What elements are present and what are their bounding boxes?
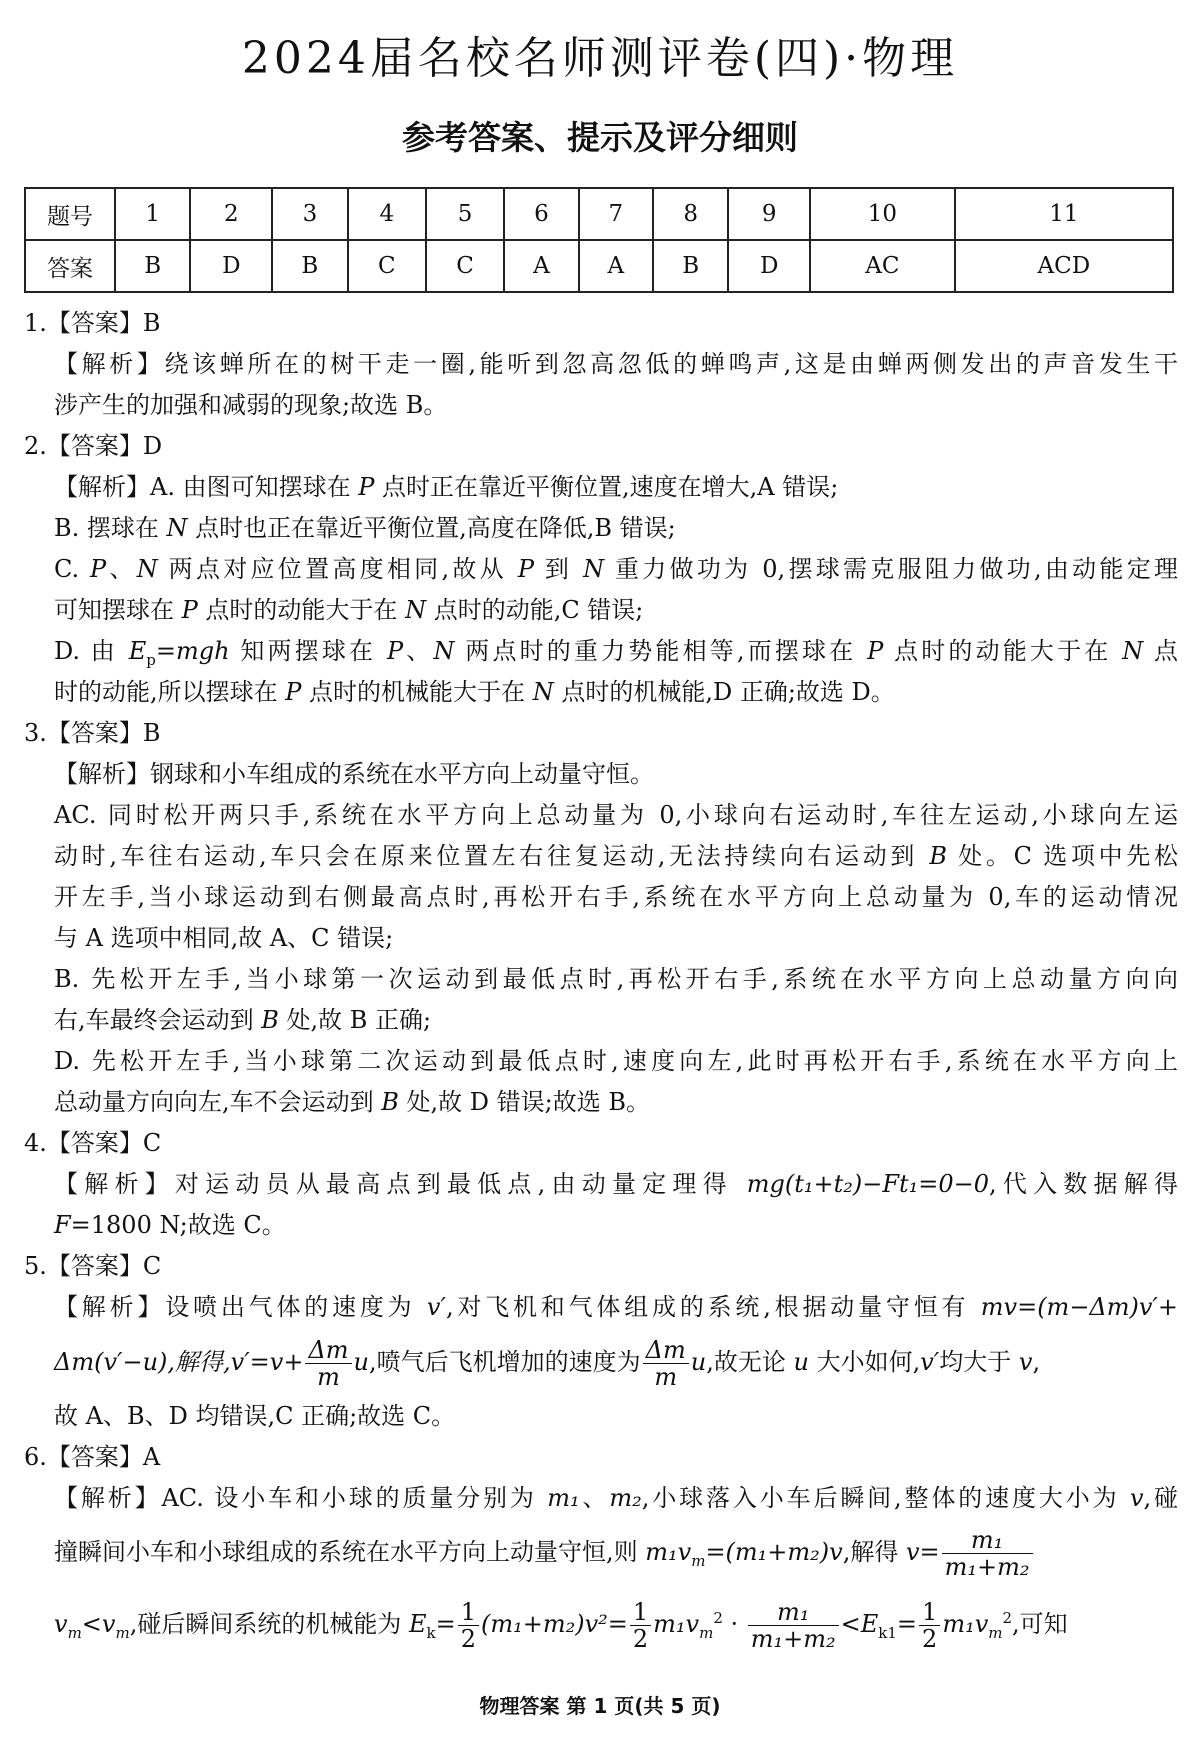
answer-table [24,187,1174,293]
fraction: $\frac{\Delta m}{m}$ [305,1337,351,1390]
answer-cell: D [728,240,810,292]
page-title: 2024届名校名师测评卷(四)·物理 [241,33,959,84]
q5-explanation-line: 故 A、B、D 均错误,C 正确;故选 C。 [54,1402,456,1430]
q6-explanation-line: $v_m<v_m$,碰后瞬间系统的机械能为 $E_k=$ $\frac{1}{2}$ (m₁+m₂)v²= $\frac{1}{2}$ $m_1v_m^2$ · $\frac{\text{m₁}}{\text{m₁+m₂}}$ $<E_{k1}=$ $\frac{1}{2}$ $m_1v_m^2$,可知 [54,1598,1068,1651]
question-number: 8 [653,188,728,240]
question-number: 1 [115,188,190,240]
question-number: 6 [504,188,578,240]
q2-explanation-line: B. 摆球在 N 点时也正在靠近平衡位置,高度在降低,B 错误; [54,514,676,542]
q6-answer-heading: 6.【答案】A [24,1443,161,1471]
q3-explanation-line: AC. 同时松开两只手,系统在水平方向上总动量为 0,小球向右运动时,车往左运动,小球向左运 [54,801,1178,829]
number-row-label: 题号 [25,188,115,240]
fraction: $\frac{\text{m₁}}{\text{m₁+m₂}}$ [748,1599,839,1651]
question-number: 7 [579,188,653,240]
question-number: 4 [348,188,426,240]
fraction: $\frac{1}{2}$ [630,1599,651,1651]
q1-explanation-line: 【解析】绕该蝉所在的树干走一圈,能听到忽高忽低的蝉鸣声,这是由蝉两侧发出的声音发生干 [54,350,1178,378]
fraction: $\frac{\Delta m}{m}$ [643,1337,689,1390]
answer-cell: C [426,240,504,292]
q3-explanation-line: 动时,车往右运动,车只会在原来位置左右往复运动,无法持续向右运动到 B 处。C 选项中先松 [54,842,1178,870]
answer-cell: ACD [955,240,1173,292]
q5-answer-heading: 5.【答案】C [24,1252,162,1280]
fraction: $\frac{1}{2}$ [458,1599,479,1651]
answer-cell: A [579,240,653,292]
q1-answer-heading: 1.【答案】B [24,309,161,337]
q3-explanation-line: B. 先松开左手,当小球第一次运动到最低点时,再松开右手,系统在水平方向上总动量方向向 [54,965,1178,993]
q2-explanation-line: 可知摆球在 P 点时的动能大于在 N 点时的动能,C 错误; [54,596,644,624]
answer-cell: D [190,240,272,292]
answer-row-label: 答案 [25,240,115,292]
answer-cell: A [504,240,578,292]
answer-cell: B [653,240,728,292]
q5-explanation-line: 【解析】设喷出气体的速度为 v′,对飞机和气体组成的系统,根据动量守恒有 mv=(m−Δm)v′+ [54,1293,1178,1321]
q3-explanation-line: 与 A 选项中相同,故 A、C 错误; [54,924,394,952]
question-number: 3 [272,188,347,240]
answer-cell: AC [810,240,955,292]
page-footer: 物理答案 第 1 页(共 5 页) [479,1694,721,1718]
q3-explanation-line: 开左手,当小球运动到右侧最高点时,再松开右手,系统在水平方向上总动量为 0,车的运动情况 [54,883,1178,911]
q4-answer-heading: 4.【答案】C [24,1129,162,1157]
answer-cell: B [115,240,190,292]
fraction: $\frac{\text{m₁}}{\text{m₁+m₂}}$ [942,1527,1033,1580]
answer-cell: B [272,240,347,292]
q4-explanation-line: F=1800 N;故选 C。 [54,1211,286,1239]
answer-table-number-row [25,188,1173,240]
question-number: 11 [955,188,1173,240]
q4-explanation-line: 【解析】对运动员从最高点到最低点,由动量定理得 mg(t₁+t₂)−Ft₁=0−0,代入数据解得 [54,1170,1178,1198]
q3-explanation-line: 右,车最终会运动到 B 处,故 B 正确; [54,1006,432,1034]
q2-explanation-line: 【解析】A. 由图可知摆球在 P 点时正在靠近平衡位置,速度在增大,A 错误; [54,473,839,501]
q3-answer-heading: 3.【答案】B [24,719,161,747]
q2-explanation-line: 时的动能,所以摆球在 P 点时的机械能大于在 N 点时的机械能,D 正确;故选 D。 [54,678,895,706]
fraction: $\frac{1}{2}$ [919,1599,940,1651]
answer-cell: C [348,240,426,292]
question-number: 2 [190,188,272,240]
q2-answer-heading: 2.【答案】D [24,432,163,460]
q3-explanation-line: D. 先松开左手,当小球第二次运动到最低点时,速度向左,此时再松开右手,系统在水平方向上 [54,1047,1178,1075]
q6-explanation-line: 撞瞬间小车和小球组成的系统在水平方向上动量守恒,则 $m_1v_m=(m_1+m_2)v$,解得 v= $\frac{\text{m₁}}{\text{m₁+m₂}}$ [24,1519,1178,1585]
q6-explanation-line: 【解析】AC. 设小车和小球的质量分别为 m₁、m₂,小球落入小车后瞬间,整体的速度大小为 v,碰 [54,1484,1178,1512]
q5-explanation-line: Δm(v′−u),解得,v′=v+ $\frac{\Delta m}{m}$ u,喷气后飞机增加的速度为 $\frac{\Delta m}{m}$ u,故无论 u 大小如何,v′均大于 v, [54,1336,1041,1391]
q3-explanation-line: 【解析】钢球和小车组成的系统在水平方向上动量守恒。 [54,760,654,788]
q3-explanation-line: 总动量方向向左,车不会运动到 B 处,故 D 错误;故选 B。 [54,1088,651,1116]
question-number: 5 [426,188,504,240]
answer-table-answer-row [25,240,1173,292]
solutions-body [24,303,1178,1651]
q2-explanation-line: D. 由 $E_p=mgh$ 知两摆球在 P、N 两点时的重力势能相等,而摆球在 P 点时的动能大于在 N 点 [54,637,1178,669]
question-number: 10 [810,188,955,240]
page-subtitle: 参考答案、提示及评分细则 [402,118,798,157]
question-number: 9 [728,188,810,240]
q2-explanation-line: C. P、N 两点对应位置高度相同,故从 P 到 N 重力做功为 0,摆球需克服阻力做功,由动能定理 [54,555,1178,583]
q1-explanation-line: 涉产生的加强和减弱的现象;故选 B。 [54,391,448,419]
